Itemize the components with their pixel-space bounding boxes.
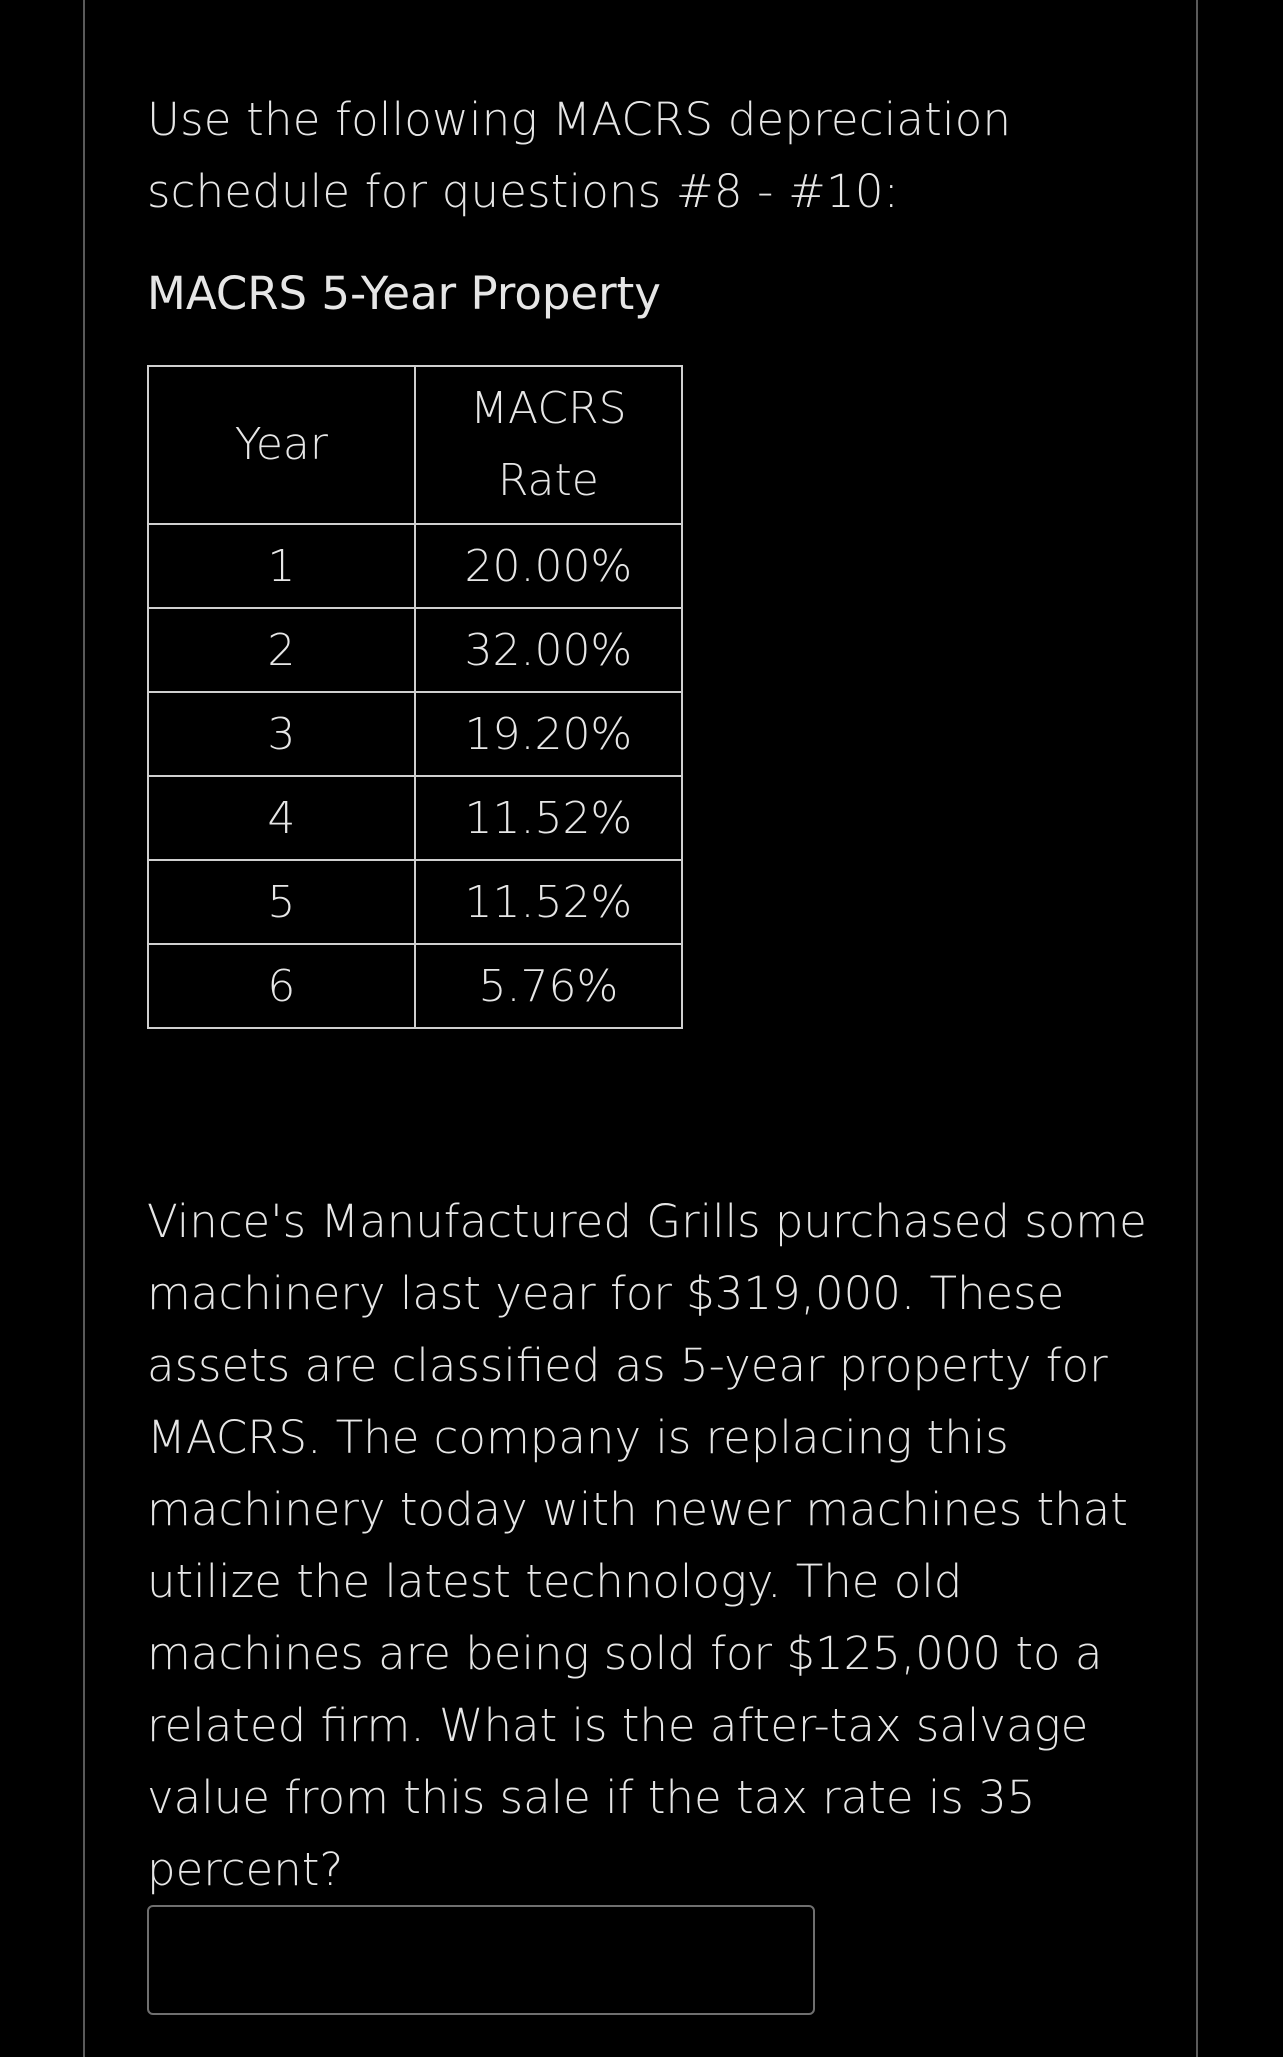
table-row bbox=[148, 776, 682, 860]
rate-cell: 11.52% bbox=[415, 776, 682, 860]
year-cell: 1 bbox=[148, 524, 415, 608]
answer-input[interactable] bbox=[147, 1905, 815, 2015]
rate-cell: 11.52% bbox=[415, 860, 682, 944]
rate-cell: 20.00% bbox=[415, 524, 682, 608]
rate-cell: 32.00% bbox=[415, 608, 682, 692]
table-row bbox=[148, 944, 682, 1028]
table-header-row bbox=[148, 366, 682, 524]
rate-cell: 5.76% bbox=[415, 944, 682, 1028]
year-cell: 5 bbox=[148, 860, 415, 944]
year-cell: 2 bbox=[148, 608, 415, 692]
table-row bbox=[148, 524, 682, 608]
header-year: Year bbox=[148, 366, 415, 524]
header-rate-line1: MACRS bbox=[470, 383, 627, 434]
table-row bbox=[148, 608, 682, 692]
question-intro: Use the following MACRS depreciation schedule for questions #8 - #10: bbox=[147, 93, 1012, 218]
rate-cell: 19.20% bbox=[415, 692, 682, 776]
year-cell: 6 bbox=[148, 944, 415, 1028]
year-cell: 4 bbox=[148, 776, 415, 860]
table-caption: MACRS 5-Year Property bbox=[147, 267, 661, 320]
year-cell: 3 bbox=[148, 692, 415, 776]
problem-statement: Vince's Manufactured Grills purchased some machinery last year for $319,000. These assets are classified as 5-year property for MACRS. The company is replacing this machinery today with newer machines that utilize the latest technology. The old machines are being sold for $125,000 to a related firm. What is the after-tax salvage value from this sale if the tax rate is 35 percent? bbox=[147, 1195, 1147, 1896]
header-macrs-rate bbox=[415, 366, 682, 524]
header-rate-line2: Rate bbox=[497, 455, 599, 506]
left-frame-divider bbox=[83, 0, 85, 2057]
table-row bbox=[148, 692, 682, 776]
right-frame-divider bbox=[1196, 0, 1198, 2057]
table-row bbox=[148, 860, 682, 944]
macrs-schedule-table bbox=[147, 365, 683, 1029]
